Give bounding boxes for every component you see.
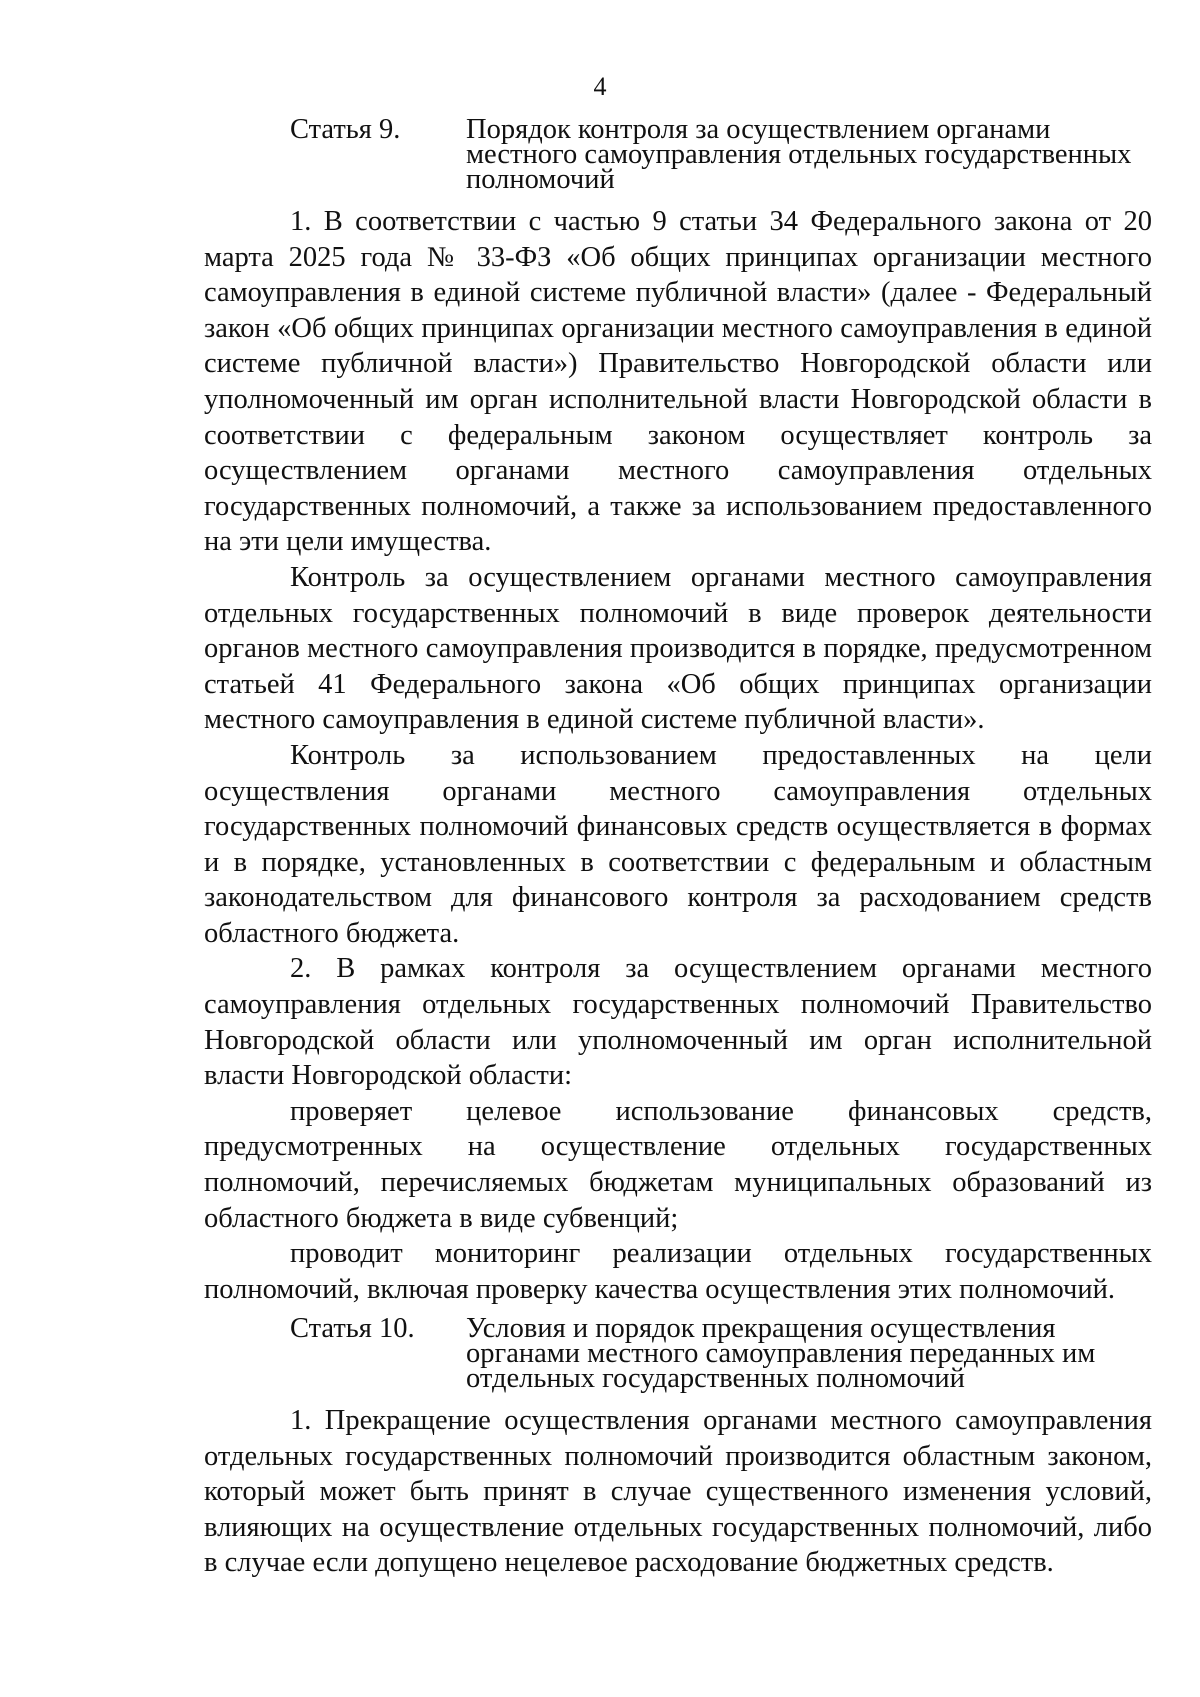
page-number: 4 xyxy=(593,72,607,101)
article-10-title xyxy=(466,1313,1152,1394)
article-9-heading xyxy=(204,114,1152,195)
article-10 xyxy=(204,1313,1152,1581)
article-9-number: Статья 9. xyxy=(290,114,401,145)
article-10-number: Статья 10. xyxy=(290,1313,415,1344)
article-9-title-line: полномочий xyxy=(466,164,615,195)
article-10-heading xyxy=(204,1313,1152,1394)
article-9-paragraph-6: проводит мониторинг реализации отдельных государственных полномочий, включая проверку качества осуществления этих полномочий. xyxy=(204,1238,1152,1305)
article-9-title-line: Порядок контроля за осуществлением органами xyxy=(466,114,1051,145)
article-9-paragraph-5: проверяет целевое использование финансовых средств, предусмотренных на осуществление отдельных государственных полномочий, перечисляемых бюджетам муниципальных образований из областного бюджета в виде субвенций; xyxy=(204,1095,1152,1234)
article-9-paragraph-1: 1. В соответствии с частью 9 статьи 34 Федерального закона от 20 марта 2025 года № 33-ФЗ «Об общих принципах организации местного самоуправления в единой системе публичной власти» (далее - Федеральный закон «Об общих принципах организации местного самоуправления в единой системе публичной власти») Правительство Новгородской области или уполномоченный им орган исполнительной власти Новгородской области в соответствии с федеральным законом осуществляет контроль за осуществлением органами местного самоуправления отдельных государственных полномочий, а также за использованием предоставленного на эти цели имущества. xyxy=(204,206,1152,558)
article-10-title-line: органами местного самоуправления переданных им xyxy=(466,1338,1096,1369)
article-9-title-line: местного самоуправления отдельных государственных xyxy=(466,139,1132,170)
article-10-paragraph-1: 1. Прекращение осуществления органами местного самоуправления отдельных государственных полномочий производится областным законом, который может быть принят в случае существенного изменения условий, влияющих на осуществление отдельных государственных полномочий, либо в случае если допущено нецелевое расходование бюджетных средств. xyxy=(204,1405,1152,1579)
article-9-title xyxy=(466,114,1152,195)
article-9-paragraph-3: Контроль за использованием предоставленных на цели осуществления органами местного самоуправления отдельных государственных полномочий финансовых средств осуществляется в формах и в порядке, установленных в соответствии с федеральным и областным законодательством для финансового контроля за расходованием средств областного бюджета. xyxy=(204,739,1152,949)
article-9-paragraph-2: Контроль за осуществлением органами местного самоуправления отдельных государственных полномочий в виде проверок деятельности органов местного самоуправления производится в порядке, предусмотренном статьей 41 Федерального закона «Об общих принципах организации местного самоуправления в единой системе публичной власти». xyxy=(204,561,1152,736)
article-9-paragraph-4: 2. В рамках контроля за осуществлением органами местного самоуправления отдельных государственных полномочий Правительство Новгородской области или уполномоченный им орган исполнительной власти Новгородской области: xyxy=(204,953,1152,1092)
article-10-title-line: Условия и порядок прекращения осуществления xyxy=(466,1313,1056,1344)
article-9 xyxy=(204,114,1152,1307)
article-10-title-line: отдельных государственных полномочий xyxy=(466,1363,965,1394)
